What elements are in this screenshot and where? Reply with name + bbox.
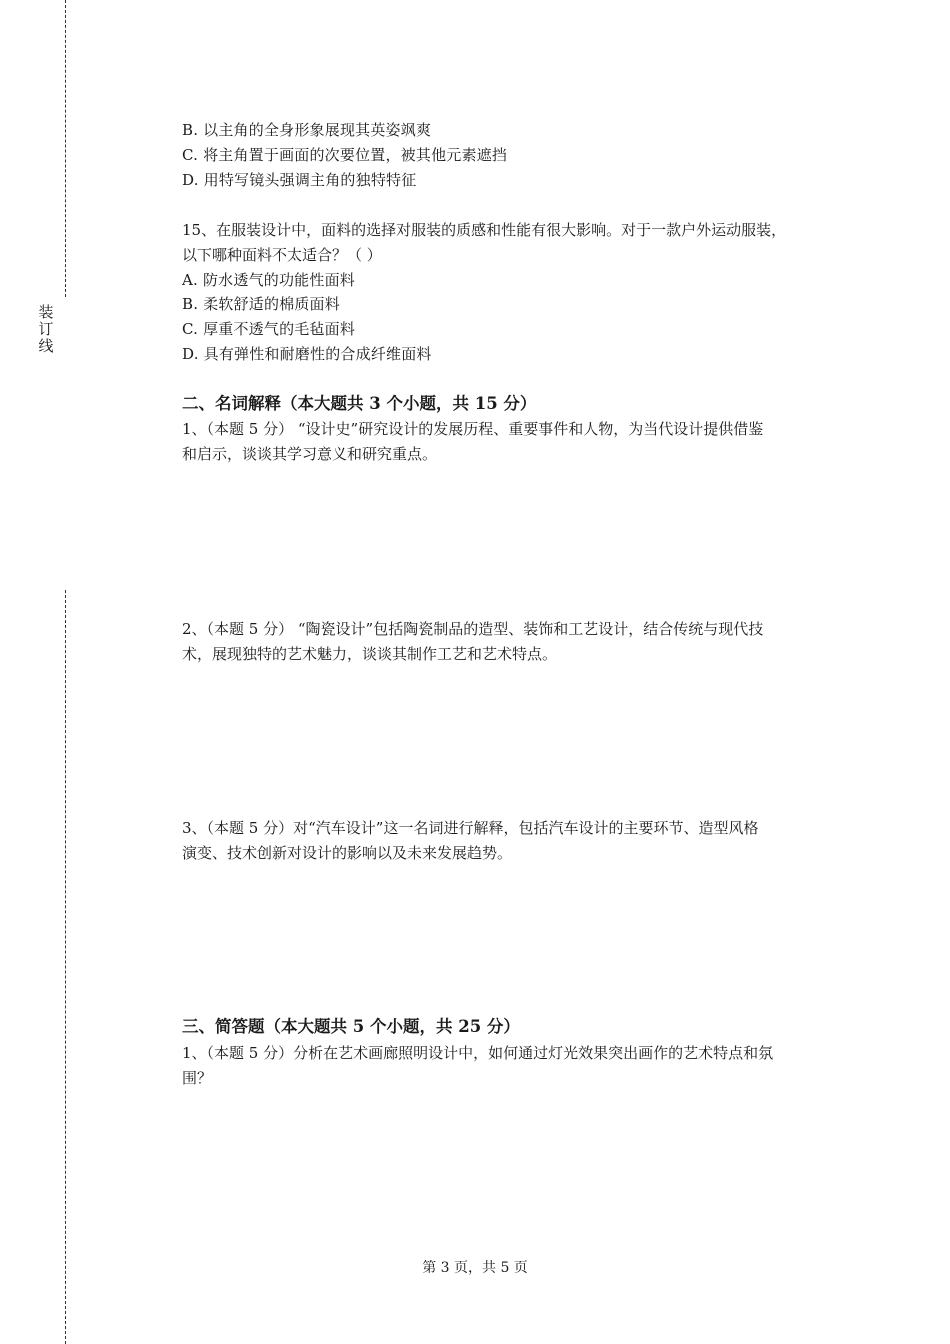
q15-option-b: B. 柔软舒适的棉质面料 <box>182 295 340 313</box>
section3-q1-line1: 1、（本题 5 分）分析在艺术画廊照明设计中，如何通过灯光效果突出画作的艺术特点和氛 <box>182 1044 774 1062</box>
q14-option-c: C. 将主角置于画面的次要位置，被其他元素遮挡 <box>182 146 508 164</box>
binding-label <box>38 304 54 355</box>
binding-line-top <box>65 0 66 297</box>
binding-line-bottom <box>65 590 66 1344</box>
section2-q1-line1: 1、（本题 5 分） “设计史”研究设计的发展历程、重要事件和人物，为当代设计提供借鉴 <box>182 420 764 438</box>
q15-option-a: A. 防水透气的功能性面料 <box>182 271 355 289</box>
binding-char: 线 <box>38 337 54 355</box>
section2-q2-line1: 2、（本题 5 分） “陶瓷设计”包括陶瓷制品的造型、装饰和工艺设计，结合传统与现代技 <box>182 620 764 638</box>
binding-char: 订 <box>38 320 54 338</box>
section2-q1-line2: 和启示，谈谈其学习意义和研究重点。 <box>182 445 438 463</box>
page-number: 第 3 页，共 5 页 <box>422 1260 528 1276</box>
section3-q1-line2: 围？ <box>182 1069 213 1087</box>
q15-option-c: C. 厚重不透气的毛毡面料 <box>182 320 356 338</box>
q14-option-d: D. 用特写镜头强调主角的独特特征 <box>182 171 417 189</box>
section2-q3-line1: 3、（本题 5 分）对“汽车设计”这一名词进行解释，包括汽车设计的主要环节、造型风格 <box>182 819 759 837</box>
section2-q2-line2: 术，展现独特的艺术魅力，谈谈其制作工艺和艺术特点。 <box>182 645 558 663</box>
q15-stem-line2: 以下哪种面料不太适合？（ ） <box>182 246 382 264</box>
q15-stem-line1: 15、在服装设计中，面料的选择对服装的质感和性能有很大影响。对于一款户外运动服装， <box>182 221 787 239</box>
binding-char: 装 <box>38 303 54 321</box>
q14-option-b: B. 以主角的全身形象展现其英姿飒爽 <box>182 121 432 139</box>
q15-option-d: D. 具有弹性和耐磨性的合成纤维面料 <box>182 345 432 363</box>
section3-heading: 三、简答题（本大题共 5 个小题，共 25 分） <box>182 1017 520 1036</box>
section2-q3-line2: 演变、技术创新对设计的影响以及未来发展趋势。 <box>182 844 513 862</box>
section2-heading: 二、名词解释（本大题共 3 个小题，共 15 分） <box>182 394 537 413</box>
